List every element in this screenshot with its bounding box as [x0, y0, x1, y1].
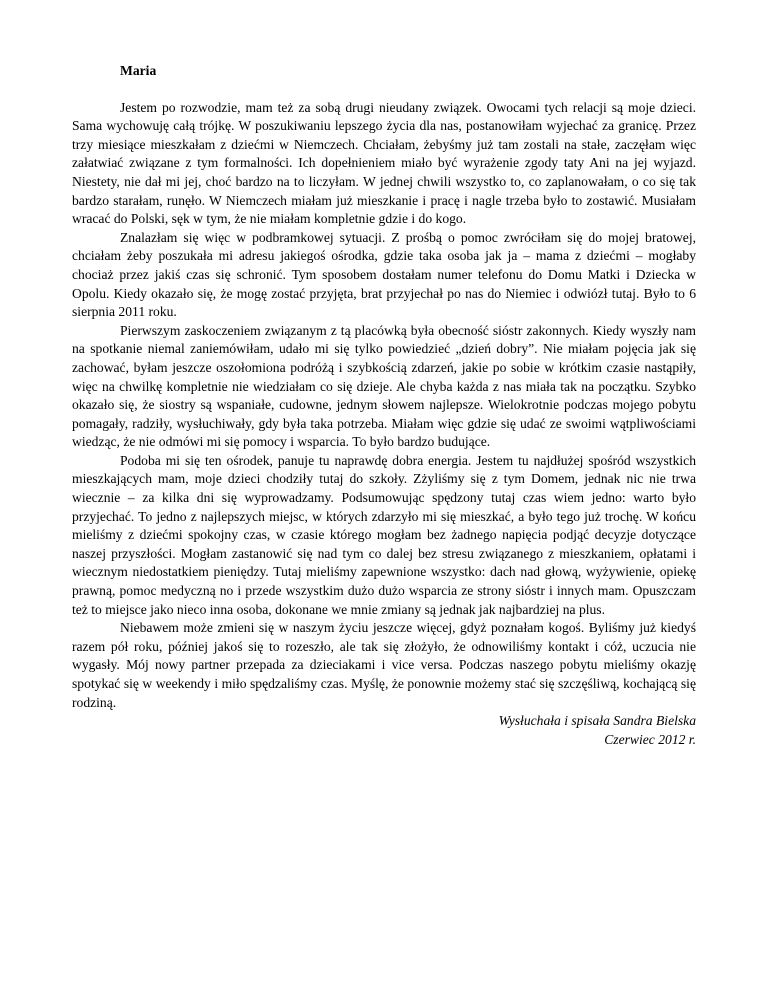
signature-author: Wysłuchała i spisała Sandra Bielska [498, 713, 696, 729]
document-title: Maria [120, 63, 157, 78]
signature-date: Czerwiec 2012 r. [604, 731, 696, 747]
paragraph: Jestem po rozwodzie, mam też za sobą drugi nieudany związek. Owocami tych relacji są moje dzieci. Sama wychowuję całą trójkę. W poszukiwaniu lepszego życia dla nas, postanowiłam wyjechać za granicę. Przez trzy miesiące mieszkałam z dziećmi w Niemczech. Chciałam, żebyśmy już tam zostali na stałe, zaczęłam więc załatwiać związane z tym formalności. Ich dopełnieniem miało być wyrażenie zgody taty Ani na jej wyjazd. Niestety, nie dał mi jej, choć bardzo na to liczyłam. W jednej chwili wszystko to, co zaplanowałam, o co się tak bardzo starałam, runęło. W Niemczech miałam już mieszkanie i pracę i nagle trzeba było to zostawić. Musiałam wracać do Polski, sęk w tym, że nie miałam kompletnie gdzie i do kogo. [72, 99, 696, 227]
paragraph: Pierwszym zaskoczeniem związanym z tą placówką była obecność sióstr zakonnych. Kiedy wyszły nam na spotkanie niemal zaniemówiłam, udało mi się tylko powiedzieć „dzień dobry”. Nie miałam pojęcia jak się zachować, byłam jeszcze oszołomiona podróżą i szybkością zdarzeń, jakie po sobie w krótkim czasie nastąpiły, więc na chwilkę kompletnie nie wiedziałam co się dzieje. Ale chyba każda z nas miała tak na początku. Szybko okazało się, że siostry są wspaniałe, cudowne, jednym słowem najlepsze. Wielokrotnie podczas mojego pobytu pomagały, radziły, wysłuchiwały, gdy była taka potrzeba. Miałam więc gdzie się udać ze swoimi wątpliwościami wiedząc, że nie odmówi mi się pomocy i wsparcia. To było bardzo budujące. [72, 322, 696, 450]
paragraph: Podoba mi się ten ośrodek, panuje tu naprawdę dobra energia. Jestem tu najdłużej spośród wszystkich mieszkających mam, moje dzieci chodziły tutaj do szkoły. Zżyliśmy się z tym Domem, jednak nic nie trwa wiecznie – za kilka dni się wyprowadzamy. Podsumowując spędzony tutaj czas wiem jedno: warto było przyjechać. To jedno z najlepszych miejsc, w których zdarzyło mi się mieszkać, a było tego już trochę. W końcu mieliśmy z dziećmi spokojny czas, w czasie którego mogłam bez żadnego napięcia podjąć decyzje dotyczące naszej przyszłości. Mogłam zastanowić się nad tym co dalej bez stresu związanego z mieszkaniem, opłatami i wiecznym niedostatkiem pieniędzy. Tutaj mieliśmy zapewnione wszystko: dach nad głową, wyżywienie, opiekę prawną, pomoc medyczną no i przede wszystkim dużo dużo wsparcia ze strony sióstr i innych mam. Opuszczam też to miejsce jako nieco inna osoba, dokonane we mnie zmiany są jednak jak najbardziej na plus. [72, 452, 696, 617]
paragraph: Znalazłam się więc w podbramkowej sytuacji. Z prośbą o pomoc zwróciłam się do mojej bratowej, chciałam żeby poszukała mi adresu jakiegoś ośrodka, gdzie taka osoba jak ja – mama z dziećmi – mogłaby chociaż przez jakiś czas się schronić. Tym sposobem dostałam numer telefonu do Domu Matki i Dziecka w Opolu. Kiedy okazało się, że mogę zostać przyjęta, brat przyjechał po nas do Niemiec i odwiózł tutaj. Było to 6 sierpnia 2011 roku. [72, 229, 696, 320]
paragraph: Niebawem może zmieni się w naszym życiu jeszcze więcej, gdyż poznałam kogoś. Byliśmy już kiedyś razem pół roku, później jakoś się to rozeszło, ale tak się złożyło, że odnowiliśmy kontakt i cóż, uczucia nie wygasły. Mój nowy partner przepada za dzieciakami i vice versa. Podczas naszego pobytu mieliśmy okazję spotykać się w weekendy i miło spędzaliśmy czas. Myślę, że ponownie możemy stać się szczęśliwą, kochającą się rodziną. [72, 620, 696, 710]
document-page [72, 62, 696, 749]
